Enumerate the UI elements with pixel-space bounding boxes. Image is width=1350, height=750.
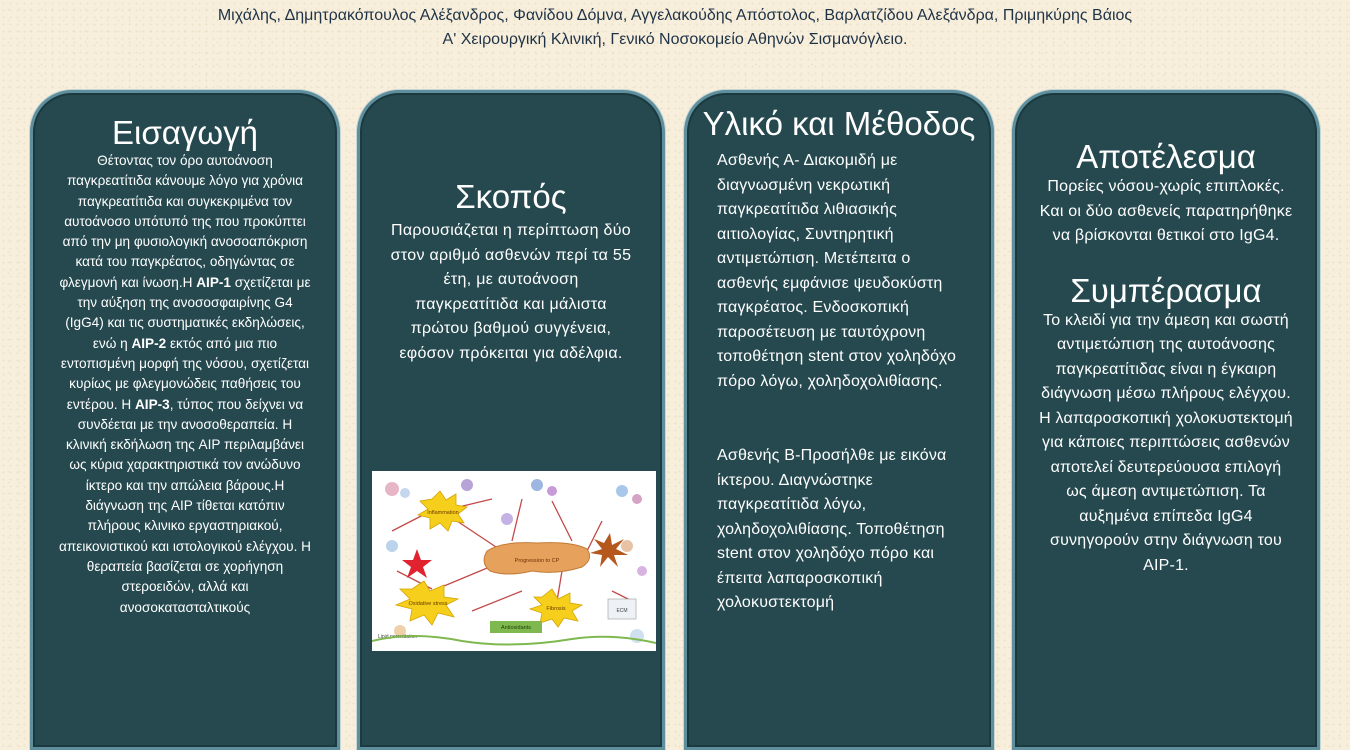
intro-text-part1: Θέτοντας τον όρο αυτοάνοση παγκρεατίτιδα κάνουμε λόγο για χρόνια παγκρεατίτιδα και συγκεκριμένα τον αυτοάνοσο υπότυπό της που προκύπτει από την μη φυσιολογική ανοσοαπόκριση κατά του παγκρέατος, οδηγώντας σε φλεγμονή και ίνωση.Η [59, 153, 308, 290]
aim-panel [357, 90, 665, 750]
intro-text [59, 151, 311, 618]
authors-line: Μιχάλης, Δημητρακόπουλος Αλέξανδρος, Φανίδου Δόμνα, Αγγελακούδης Απόστολος, Βαρλατζίδου Αλεξάνδρα, Πριμηκύρης Βάιος [217, 7, 1133, 24]
results-panel [1012, 90, 1320, 750]
inflammation-label: Inflammation [427, 510, 459, 516]
antioxidants-label: Antioxidants [501, 625, 531, 631]
aim-text: Παρουσιάζεται η περίπτωση δύο στον αριθμό ασθενών περί τα 55 έτη, με αυτοάνοση παγκρεατίτιδα και μάλιστα πρώτου βαθμού συγγένεια, εφόσον πρόκειται για αδέλφια. [390, 222, 632, 362]
patient-a-text: Ασθενής Α- Διακομιδή με διαγνωσμένη νεκρωτική παγκρεατίτιδα λιθιασικής αιτιολογίας, Συντηρητική αντιμετώπιση. Μετέπειτα ο ασθενής εμφάνισε ψευδοκύστη παγκρέατος. Ενδοσκοπική παροσέτευση με ταυτόχρονη τοποθέτηση stent στον χοληδόχο πόρο λόγω, χοληδοχολιθίασης. [717, 152, 957, 390]
methods-text [717, 149, 973, 616]
results-title: Αποτέλεσμα [1076, 138, 1256, 175]
aim-title: Σκοπός [455, 178, 567, 215]
conclusion-text: Το κλειδί για την άμεση και σωστή αντιμετώπιση της αυτοάνοσης παγκρεατίτιδας είναι η έγκαιρη διάγνωση μέσω πλήρους ελέγχου. Η λαπαροσκοπική χολοκυστεκτομή για κάποιες περιπτώσεις ασθενών αποτελεί δευτερεύουσα επιλογή ως άμεση αντιμετώπιση. Τα αυξημένα επίπεδα IgG4 συνηγορούν στην διάγνωση του AIP-1. [1039, 311, 1293, 574]
methods-panel [684, 90, 994, 750]
aip3-term: AIP-3 [134, 396, 170, 412]
aip1-term: AIP-1 [196, 274, 231, 290]
intro-title: Εισαγωγή [112, 114, 258, 151]
oxidative-stress-label: Oxidative stress [408, 601, 448, 607]
ecm-label: ECM [616, 608, 628, 614]
intro-text-part3: εκτός από μια πιο εντοπισμένη μορφή της νόσου, σχετίζεται κυρίως με φλεγμονώδεις παθήσεις του εντέρου. Η [60, 335, 310, 412]
intro-panel [30, 90, 340, 750]
progression-label: Progression to CP [514, 558, 560, 564]
fibrosis-label: Fibrosis [546, 606, 566, 612]
pathophysiology-diagram [372, 471, 656, 651]
poster-header [0, 4, 1350, 52]
intro-text-part4: , τύπος που δείχνει να συνδέεται με την ανοσοθεραπεία. Η κλινική εκδήλωση της AIP περιλαμβάνει ως κύρια χαρακτηριστικά τον ανώδυνο ίκτερο και την απώλεια βάρους.Η διάγνωση της AIP τίθεται κατόπιν πλήρους κλινικο εργαστηριακού, απεικονιστικού και ιστολογικού ελέγχου. Η θεραπεία βασίζεται σε χορήγηση στεροειδών, αλλά και ανοσοκατασταλτικούς [59, 396, 311, 615]
results-text: Πορείες νόσου-χωρίς επιπλοκές. Και οι δύο ασθενείς παρατηρήθηκε να βρίσκονται θετικοί στο IgG4. [1039, 178, 1293, 244]
patient-b-text: Ασθενής Β-Προσήλθε με εικόνα ίκτερου. Διαγνώστηκε παγκρεατίτιδα λόγω, χοληδοχολιθίασης. Τοποθέτηση stent στον χοληδόχο πόρο και έπειτα λαπαροσκοπική χολοκυστεκτομή [717, 447, 947, 611]
intro-text-part2: σχετίζεται με την αύξηση της ανοσοσφαιρίνης G4 (IgG4) και τις συστηματικές εκδηλώσεις, ενώ η [65, 274, 311, 351]
lipid-peroxidation-label: Lipid peroxidation [378, 634, 418, 640]
pathophysiology-figure [372, 471, 656, 651]
affiliation-line: Α' Χειρουργική Κλινική, Γενικό Νοσοκομείο Αθηνών Σισμανόγλειο. [442, 31, 908, 48]
conclusion-title: Συμπέρασμα [1070, 271, 1262, 309]
paragraph-gap [717, 394, 973, 444]
aip2-term: AIP-2 [131, 335, 167, 351]
methods-title: Υλικό και Μέθοδος [702, 105, 976, 142]
